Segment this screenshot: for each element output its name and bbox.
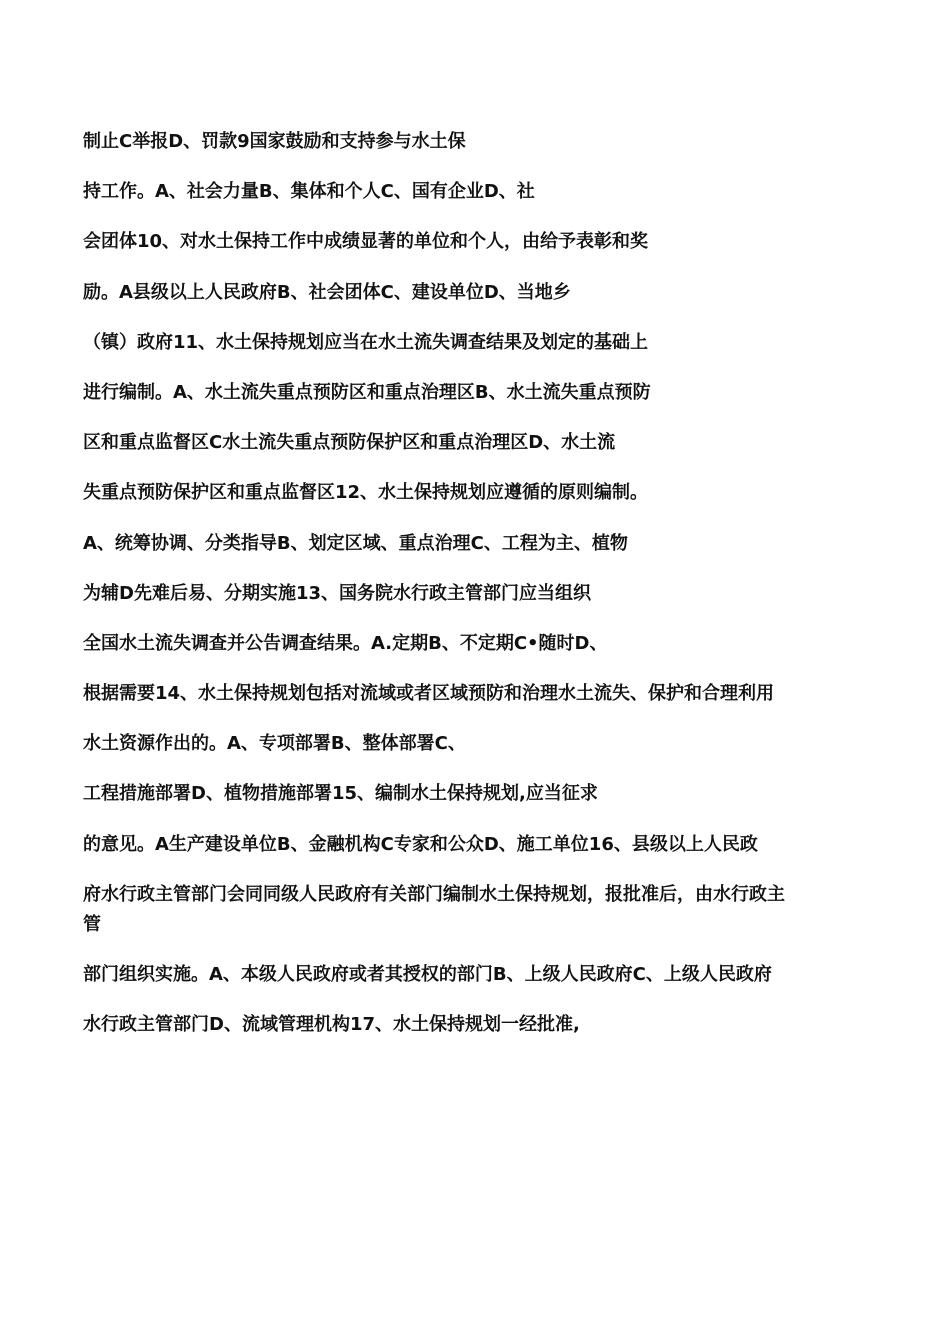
text-line: 水土资源作出的。A、专项部署B、整体部署C、 (83, 733, 466, 755)
text-line: 府水行政主管部门会同同级人民政府有关部门编制水土保持规划，报批准后，由水行政主 (83, 883, 785, 905)
text-line: （镇）政府11、水土保持规划应当在水土流失调查结果及划定的基础上 (83, 331, 649, 353)
text-line: 水行政主管部门D、流域管理机构17、水土保持规划一经批准, (83, 1014, 580, 1036)
document-text-block (83, 130, 883, 1063)
text-line: 励。A县级以上人民政府B、社会团体C、建设单位D、当地乡 (83, 281, 571, 303)
text-line: 进行编制。A、水土流失重点预防区和重点治理区B、水土流失重点预防 (83, 381, 651, 403)
text-line: 全国水土流失调查并公告调查结果。A.定期B、不定期C•随时D、 (83, 632, 608, 654)
text-line: 失重点预防保护区和重点监督区12、水土保持规划应遵循的原则编制。 (83, 482, 649, 504)
text-line: 的意见。A生产建设单位B、金融机构C专家和公众D、施工单位16、县级以上人民政 (83, 833, 758, 855)
text-line: 根据需要14、水土保持规划包括对流域或者区域预防和治理水土流失、保护和合理利用 (83, 683, 775, 705)
text-line: 为辅D先难后易、分期实施13、国务院水行政主管部门应当组织 (83, 582, 591, 604)
text-line: 管 (83, 913, 101, 935)
text-line: 工程措施部署D、植物措施部署15、编制水土保持规划,应当征求 (83, 783, 598, 805)
text-line: 会团体10、对水土保持工作中成绩显著的单位和个人，由给予表彰和奖 (83, 231, 649, 253)
text-line: 区和重点监督区C水土流失重点预防保护区和重点治理区D、水土流 (83, 432, 616, 454)
text-line: 部门组织实施。A、本级人民政府或者其授权的部门B、上级人民政府C、上级人民政府 (83, 964, 772, 985)
text-line: 持工作。A、社会力量B、集体和个人C、国有企业D、社 (83, 181, 535, 203)
text-line: A、统筹协调、分类指导B、划定区域、重点治理C、工程为主、植物 (83, 532, 628, 554)
text-line: 制止C举报D、罚款9国家鼓励和支持参与水土保 (83, 131, 466, 152)
